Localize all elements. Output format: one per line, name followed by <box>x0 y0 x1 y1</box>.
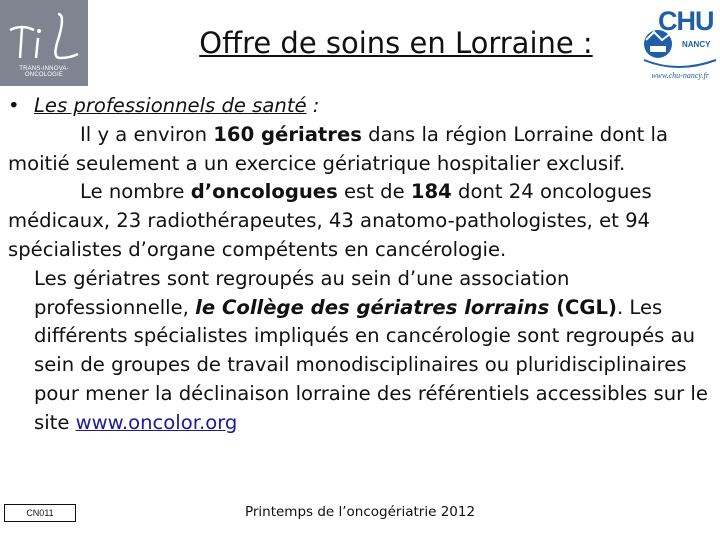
footer-caption-text: Printemps de l’oncogériatrie <box>244 504 441 520</box>
text-segment: dans la région Lorraine dont la moitié seulement a un exercice gériatrique hospitalier exclusif. <box>8 122 669 175</box>
oncologues-label: d’oncologues <box>190 180 338 204</box>
cgl-acronym: (CGL) <box>549 295 617 319</box>
text-segment: est de <box>337 180 411 204</box>
geriatres-count: 160 gériatres <box>213 122 362 146</box>
text-segment: dont 24 oncologues médicaux, 23 radiothérapeutes, 43 anatomo-pathologistes, et 94 spécialistes d’organe compétents en cancérologie. <box>8 180 652 261</box>
text-segment: Il y a environ <box>80 122 214 146</box>
bullet-heading-colon: : <box>306 94 320 117</box>
footer-year: 2012 <box>440 504 476 520</box>
til-logo <box>0 0 88 86</box>
chu-brand: CHU <box>658 6 714 36</box>
bullet-professionnels <box>8 92 714 121</box>
til-tagline: TRANS-INNOVA-ONCOLOGIE <box>19 66 69 78</box>
bullet-icon: • <box>8 94 20 117</box>
text-segment: Les gériatres sont regroupés au sein d’une association professionnelle, <box>34 266 570 319</box>
bullet-icon <box>8 265 34 294</box>
bullet-cgl <box>8 265 714 438</box>
chu-nancy-logo <box>638 0 720 84</box>
text-segment: . Les différents spécialistes impliqués en cancérologie sont regroupés au sein de groupes de travail monodisciplinaires ou pluridisciplinaires pour mener la déclinaison lorraine des référentiels accessibles sur le site <box>34 295 708 434</box>
chu-city: NANCY <box>682 40 711 49</box>
oncolor-link[interactable]: www.oncolor.org <box>75 410 238 434</box>
footer-code: CN011 <box>4 504 76 522</box>
oncologues-count: 184 <box>410 180 452 204</box>
paragraph-oncologues <box>8 178 714 264</box>
paragraph-geriatres <box>8 121 714 179</box>
slide-body <box>8 92 714 438</box>
college-name: le Collège des gériatres lorrains <box>195 295 550 319</box>
text-segment: Le nombre <box>80 180 191 204</box>
footer-caption <box>190 504 530 520</box>
chu-url: www.chu-nancy.fr <box>651 71 709 80</box>
page-title: Offre de soins en Lorraine : <box>199 26 593 60</box>
bullet-heading: Les professionnels de santé <box>34 94 307 117</box>
